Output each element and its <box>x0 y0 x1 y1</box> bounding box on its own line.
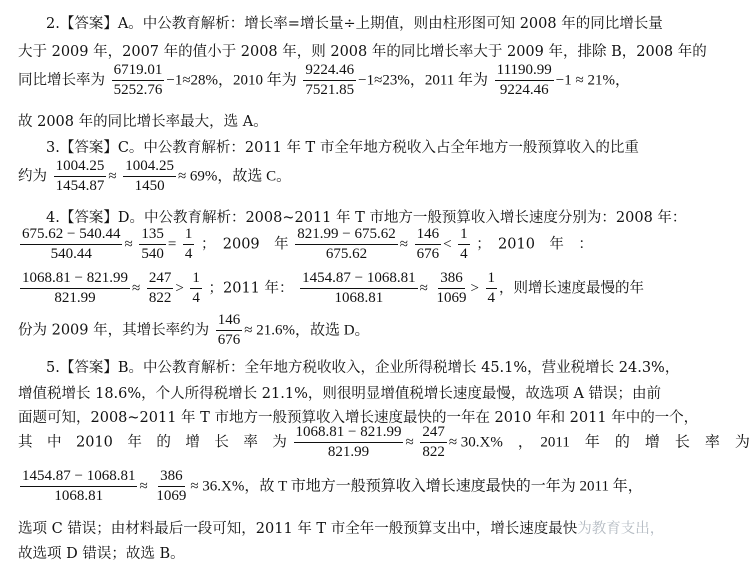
q3-fraction-a: $\frac{1004.25}{1454.87}$ <box>55 158 105 194</box>
q2-fraction-2010: $\frac{9224.46}{7521.85}$ <box>305 62 355 98</box>
q2-label: 同比增长率为 <box>18 72 105 89</box>
q5-line5: $\frac{1454.87 - 1068.81}{1068.81}$ ≈ $\frac{386}{1069}$ ≈ 36.X%，故 T 市地方一般预算收入增长速度最快的一年为 2011 年， <box>22 468 643 504</box>
q4-line1: 4.【答案】D。中公教育解析：2008~2011 年 T 市地方一般预算收入增长速度分别为：2008 年： <box>46 210 687 226</box>
q2-line1: 2.【答案】A。中公教育解析：增长率=增长量÷上期值，则由柱形图可知 2008 年的同比增长量 <box>46 16 663 32</box>
q5-line2: 增值税增长 18.6%，个人所得税增长 21.1%，则很明显增值税增长速度最慢，故选项 A 错误；由前 <box>18 386 662 402</box>
q5-line4: 其 中 2010 年 的 增 长 率 为 $\frac{1068.81 - 821.99}{821.99}$ ≈ $\frac{247}{822}$ ≈ 30.X% ， 2011 年 的 增 长 率 为 <box>18 424 750 460</box>
q3-line1: 3.【答案】C。中公教育解析：2011 年 T 市全年地方税收入占全年地方一般预算收入的比重 <box>46 140 639 156</box>
q5-line3: 面题可知，2008~2011 年 T 市地方一般预算收入增长速度最快的一年在 2010 年和 2011 年中的一个， <box>18 410 699 426</box>
q5-frac-2011: $\frac{1454.87 - 1068.81}{1068.81}$ <box>22 468 136 504</box>
q2-line4: 故 2008 年的同比增长率最大，选 A。 <box>18 114 268 130</box>
q5-line1: 5.【答案】B。中公教育解析：全年地方税收收入，企业所得税增长 45.1%，营业税增长 24.3%， <box>46 360 680 376</box>
q2-line3: 同比增长率为 $\frac{6719.01}{5252.76}$ −1≈28%，2010 年为 $\frac{9224.46}{7521.85}$ −1≈23%，2011 年为 $\frac{11190.99}{9224.46}$ −1 ≈ 21%， <box>18 62 630 98</box>
q2-line2: 大于 2009 年，2007 年的值小于 2008 年，则 2008 年的同比增长率大于 2009 年，排除 B，2008 年的 <box>18 44 707 60</box>
q4-frac-2009: $\frac{821.99 - 675.62}{675.62}$ <box>297 226 396 262</box>
q4-line2: $\frac{675.62 - 540.44}{540.44}$ ≈ $\frac{135}{540}$ = $\frac{1}{4}$ ； 2009 年 $\frac{821.99 - 675.62}{675.62}$ ≈ $\frac{146}{676}$ < $\frac{1}{4}$ ； 2010 年 ： <box>22 226 593 262</box>
q3-line2: 约为 $\frac{1004.25}{1454.87}$ ≈ $\frac{1004.25}{1450}$ ≈ 69%，故选 C。 <box>18 158 292 194</box>
q4-line3: $\frac{1068.81 - 821.99}{821.99}$ ≈ $\frac{247}{822}$ > $\frac{1}{4}$ ；2011 年： $\frac{1454.87 - 1068.81}{1068.81}$ ≈ $\frac{386}{1069}$ > $\frac{1}{4}$ ，则增长速度最慢的年 <box>22 270 645 306</box>
q4-frac-2010: $\frac{1068.81 - 821.99}{821.99}$ <box>22 270 128 306</box>
q4-frac-answer: $\frac{146}{676}$ <box>217 312 241 348</box>
q4-frac-2008: $\frac{675.62 - 540.44}{540.44}$ <box>22 226 121 262</box>
q5-line6: 选项 C 错误；由材料最后一段可知，2011 年 T 市全年一般预算支出中，增长速度最快为教育支出， <box>18 521 665 537</box>
q4-line4: 份为 2009 年，其增长率约为 $\frac{146}{676}$ ≈ 21.6%，故选 D。 <box>18 312 370 348</box>
q5-line7: 故选项 D 错误；故选 B。 <box>18 546 185 562</box>
q4-frac-2011: $\frac{1454.87 - 1068.81}{1068.81}$ <box>302 270 416 306</box>
watermark-text: 为教育支出， <box>577 521 665 537</box>
q2-fraction-2008: $\frac{6719.01}{5252.76}$ <box>113 62 163 98</box>
q3-fraction-b: $\frac{1004.25}{1450}$ <box>125 158 174 194</box>
q5-frac-2010: $\frac{1068.81 - 821.99}{821.99}$ <box>295 424 402 460</box>
q2-fraction-2011: $\frac{11190.99}{9224.46}$ <box>496 62 552 98</box>
